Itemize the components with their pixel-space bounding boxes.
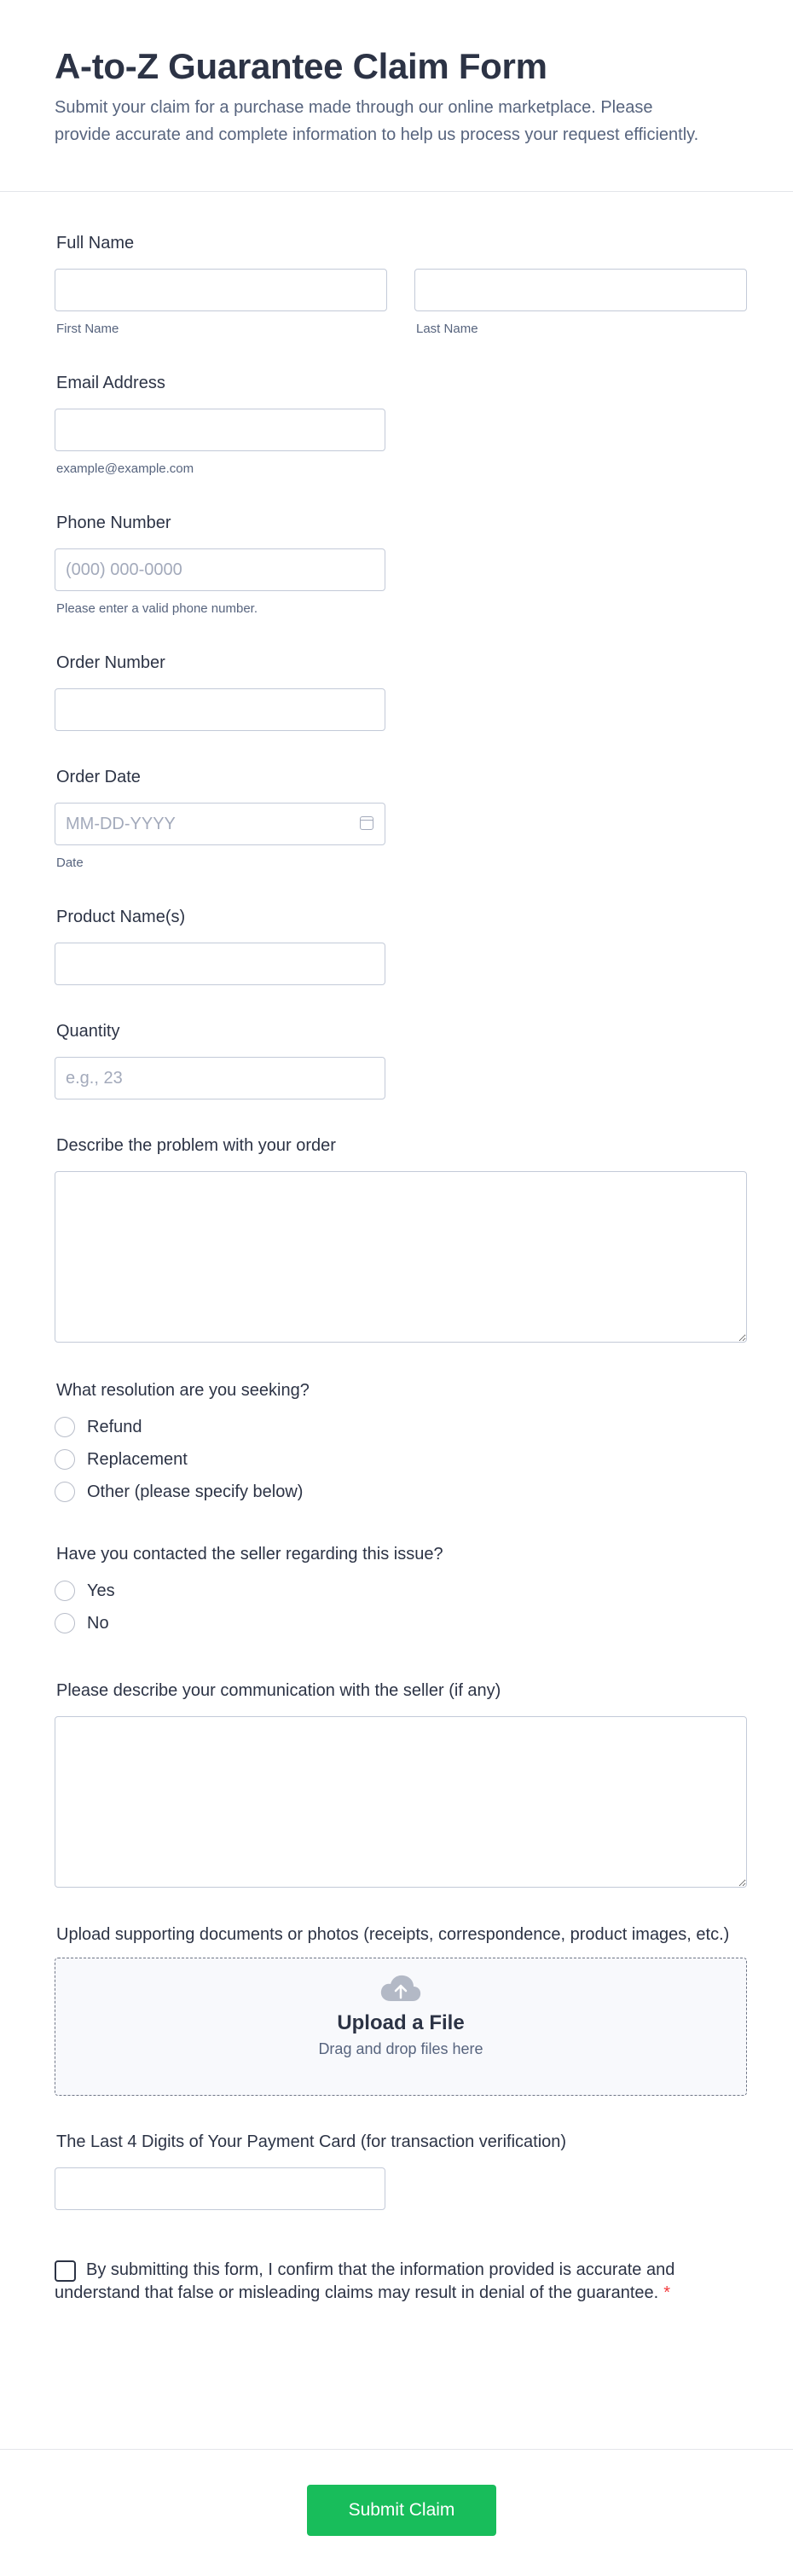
calendar-icon[interactable] bbox=[360, 816, 373, 830]
problem-field bbox=[55, 1135, 738, 1343]
cloud-upload-icon bbox=[379, 1972, 423, 2006]
full-name-field bbox=[55, 233, 738, 337]
submit-claim-button[interactable]: Submit Claim bbox=[307, 2485, 496, 2536]
order-number-input[interactable] bbox=[55, 688, 385, 731]
communication-field bbox=[55, 1680, 738, 1888]
last-name-input[interactable] bbox=[414, 269, 747, 311]
product-names-field bbox=[55, 907, 738, 985]
form-body bbox=[0, 233, 793, 2305]
phone-input[interactable] bbox=[55, 548, 385, 591]
phone-label: Phone Number bbox=[56, 513, 171, 532]
radio-button[interactable] bbox=[55, 1482, 75, 1502]
order-number-field bbox=[55, 653, 738, 731]
problem-textarea[interactable] bbox=[55, 1171, 747, 1343]
communication-textarea[interactable] bbox=[55, 1716, 747, 1888]
upload-field bbox=[55, 1923, 738, 2096]
form-header bbox=[0, 0, 793, 192]
upload-label: Upload supporting documents or photos (receipts, correspondence, product images, etc.) bbox=[56, 1925, 730, 1944]
radio-button[interactable] bbox=[55, 1417, 75, 1437]
required-mark: * bbox=[663, 2283, 670, 2302]
first-name-hint: First Name bbox=[56, 322, 119, 336]
order-date-hint: Date bbox=[56, 856, 84, 870]
radio-button[interactable] bbox=[55, 1449, 75, 1470]
phone-field bbox=[55, 513, 738, 617]
order-date-input[interactable] bbox=[55, 803, 385, 845]
last-name-hint: Last Name bbox=[416, 322, 478, 336]
card-digits-input[interactable] bbox=[55, 2167, 385, 2210]
upload-subtitle: Drag and drop files here bbox=[318, 2040, 483, 2057]
radio-replacement[interactable] bbox=[55, 1443, 738, 1476]
radio-yes[interactable] bbox=[55, 1575, 738, 1607]
radio-button[interactable] bbox=[55, 1613, 75, 1633]
phone-hint: Please enter a valid phone number. bbox=[56, 601, 258, 616]
resolution-field bbox=[55, 1380, 738, 1508]
quantity-input[interactable] bbox=[55, 1057, 385, 1099]
card-digits-field bbox=[55, 2132, 738, 2210]
form-title: A-to-Z Guarantee Claim Form bbox=[55, 46, 547, 86]
card-digits-label: The Last 4 Digits of Your Payment Card (for transaction verification) bbox=[56, 2132, 567, 2151]
form-subtitle: Submit your claim for a purchase made through our online marketplace. Please provide accurate and complete information to help us process your request efficiently. bbox=[55, 98, 699, 144]
problem-label: Describe the problem with your order bbox=[56, 1136, 336, 1155]
email-input[interactable] bbox=[55, 409, 385, 451]
quantity-label: Quantity bbox=[56, 1022, 120, 1041]
radio-other[interactable] bbox=[55, 1476, 738, 1508]
radio-no[interactable] bbox=[55, 1607, 738, 1639]
radio-label: Refund bbox=[87, 1417, 142, 1436]
contacted-seller-field bbox=[55, 1544, 738, 1639]
order-number-label: Order Number bbox=[56, 653, 165, 672]
consent-text bbox=[55, 2259, 677, 2305]
radio-refund[interactable] bbox=[55, 1411, 738, 1443]
radio-label: Other (please specify below) bbox=[87, 1482, 304, 1501]
communication-label: Please describe your communication with the seller (if any) bbox=[56, 1681, 501, 1700]
contacted-seller-label: Have you contacted the seller regarding this issue? bbox=[56, 1545, 443, 1564]
radio-label: Yes bbox=[87, 1581, 115, 1600]
upload-dropzone[interactable] bbox=[55, 1958, 747, 2096]
radio-button[interactable] bbox=[55, 1581, 75, 1601]
product-names-input[interactable] bbox=[55, 943, 385, 985]
order-date-label: Order Date bbox=[56, 768, 141, 786]
email-label: Email Address bbox=[56, 374, 165, 392]
email-field bbox=[55, 373, 738, 477]
product-names-label: Product Name(s) bbox=[56, 908, 186, 926]
upload-title: Upload a File bbox=[337, 2011, 465, 2034]
form-footer bbox=[0, 2449, 793, 2520]
radio-label: No bbox=[87, 1613, 109, 1633]
consent-field bbox=[55, 2259, 738, 2305]
email-hint: example@example.com bbox=[56, 461, 194, 476]
resolution-label: What resolution are you seeking? bbox=[56, 1381, 310, 1400]
full-name-label: Full Name bbox=[56, 234, 135, 252]
order-date-field bbox=[55, 767, 738, 871]
radio-label: Replacement bbox=[87, 1449, 188, 1469]
quantity-field bbox=[55, 1021, 738, 1099]
consent-label: By submitting this form, I confirm that the information provided is accurate and understand that false or misleading claims may result in denial of the guarantee. bbox=[55, 2260, 675, 2302]
first-name-input[interactable] bbox=[55, 269, 387, 311]
